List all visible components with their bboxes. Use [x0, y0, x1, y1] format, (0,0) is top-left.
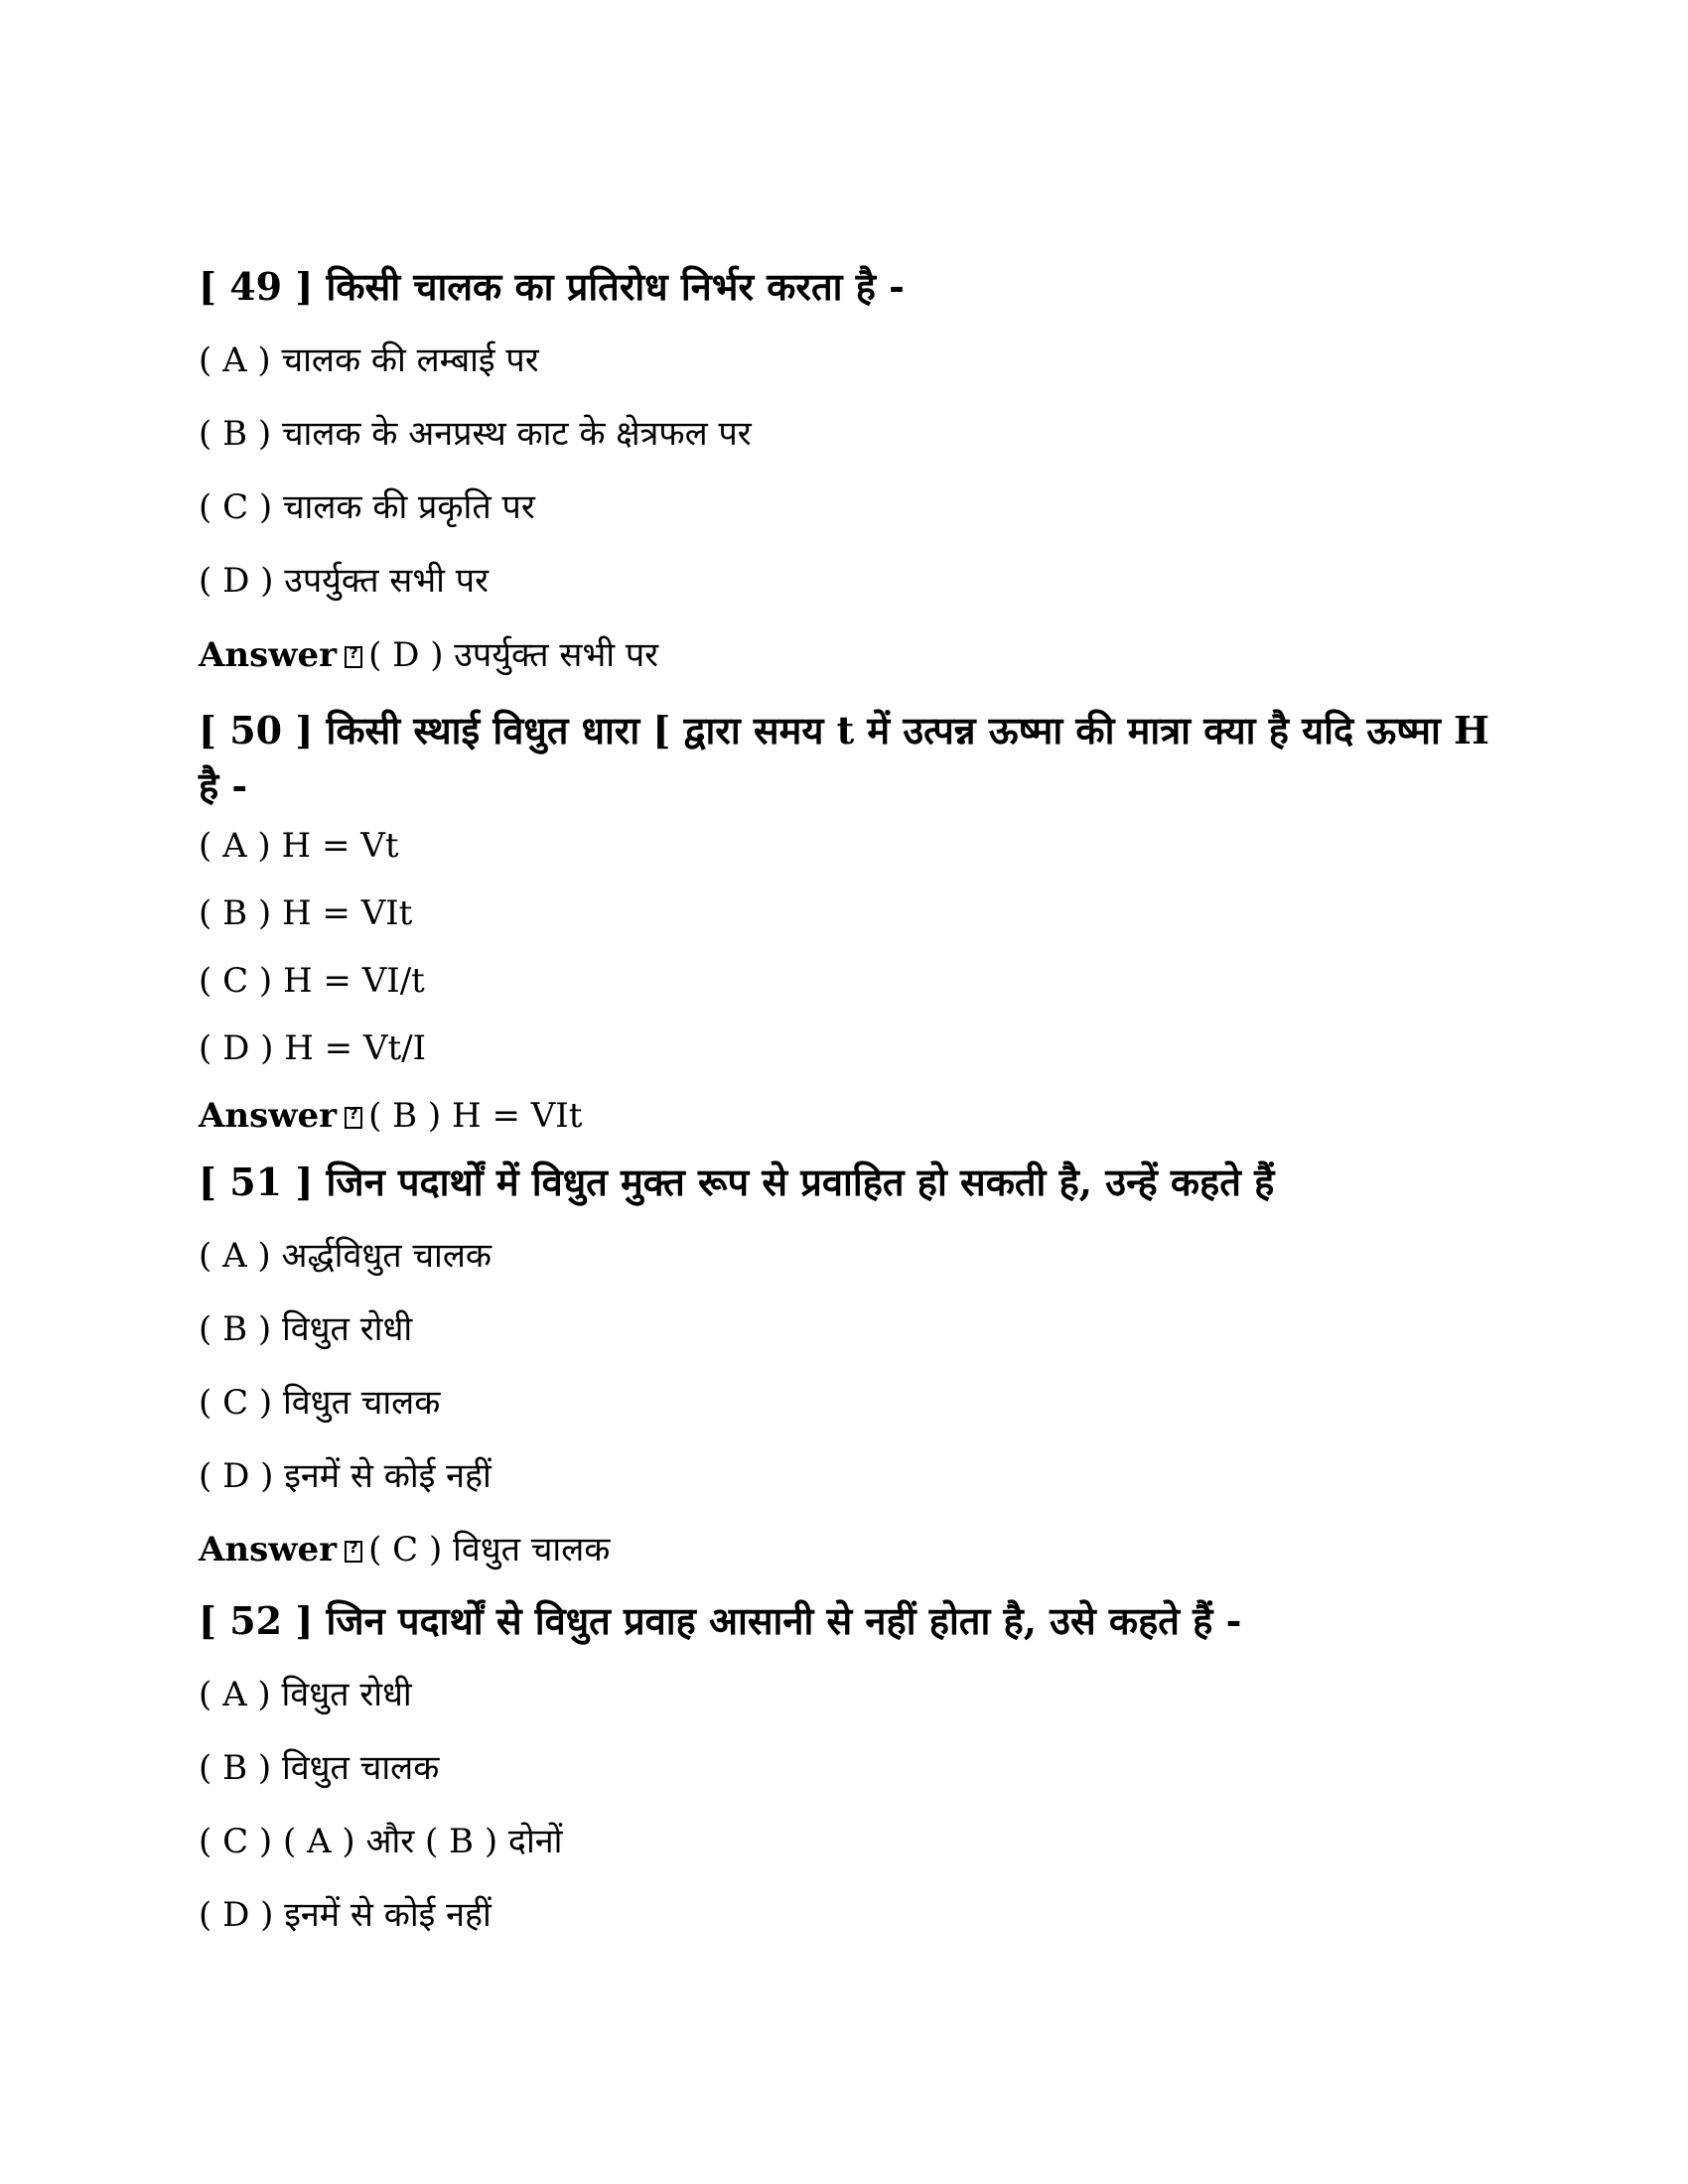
- question-51: [ 51 ] जिन पदार्थों में विधुत मुक्त रूप से प्रवाहित हो सकती है, उन्हें कहते हैं: [199, 1160, 1275, 1204]
- question-50: [ 50 ] किसी स्थाई विधुत धारा [ द्वारा समय t में उत्पन्न ऊष्मा की मात्रा क्या है यदि ऊष्मा H है -: [199, 708, 1489, 808]
- missing-glyph-icon: [345, 1541, 362, 1563]
- q52-option-b: ( B ) विधुत चालक: [199, 1748, 440, 1788]
- answer-text: ( B ) H = VIt: [368, 1096, 583, 1136]
- answer-label: Answer: [199, 1530, 338, 1570]
- answer-text: ( C ) विधुत चालक: [368, 1530, 611, 1570]
- q50-option-b: ( B ) H = VIt: [199, 893, 413, 933]
- q50-answer: [199, 1098, 1509, 1135]
- q51-option-d: ( D ) इनमें से कोई नहीं: [199, 1456, 492, 1496]
- q52-option-d: ( D ) इनमें से कोई नहीं: [199, 1895, 492, 1935]
- question-52: [ 52 ] जिन पदार्थों से विधुत प्रवाह आसानी से नहीं होता है, उसे कहते हैं -: [199, 1598, 1242, 1643]
- question-49: [ 49 ] किसी चालक का प्रतिरोध निर्भर करता है -: [199, 264, 905, 309]
- answer-label: Answer: [199, 635, 338, 675]
- answer-text: ( D ) उपर्युक्त सभी पर: [368, 635, 659, 675]
- missing-glyph-icon: [345, 1107, 362, 1129]
- q49-option-a: ( A ) चालक की लम्बाई पर: [199, 341, 539, 380]
- q51-option-c: ( C ) विधुत चालक: [199, 1383, 441, 1423]
- q51-option-a: ( A ) अर्द्धविधुत चालक: [199, 1236, 492, 1276]
- q49-option-d: ( D ) उपर्युक्त सभी पर: [199, 561, 490, 601]
- q51-answer: [199, 1532, 1509, 1569]
- q49-option-c: ( C ) चालक की प्रकृति पर: [199, 487, 535, 527]
- missing-glyph-icon: [345, 646, 362, 668]
- q52-option-c: ( C ) ( A ) और ( B ) दोनों: [199, 1822, 563, 1861]
- q49-option-b: ( B ) चालक के अनप्रस्थ काट के क्षेत्रफल पर: [199, 414, 752, 454]
- q51-option-b: ( B ) विधुत रोधी: [199, 1309, 413, 1349]
- q50-option-c: ( C ) H = VI/t: [199, 961, 425, 1001]
- q52-option-a: ( A ) विधुत रोधी: [199, 1675, 412, 1714]
- q50-option-d: ( D ) H = Vt/I: [199, 1028, 427, 1068]
- q49-answer: [199, 637, 1509, 674]
- q50-option-a: ( A ) H = Vt: [199, 826, 399, 866]
- answer-label: Answer: [199, 1096, 338, 1136]
